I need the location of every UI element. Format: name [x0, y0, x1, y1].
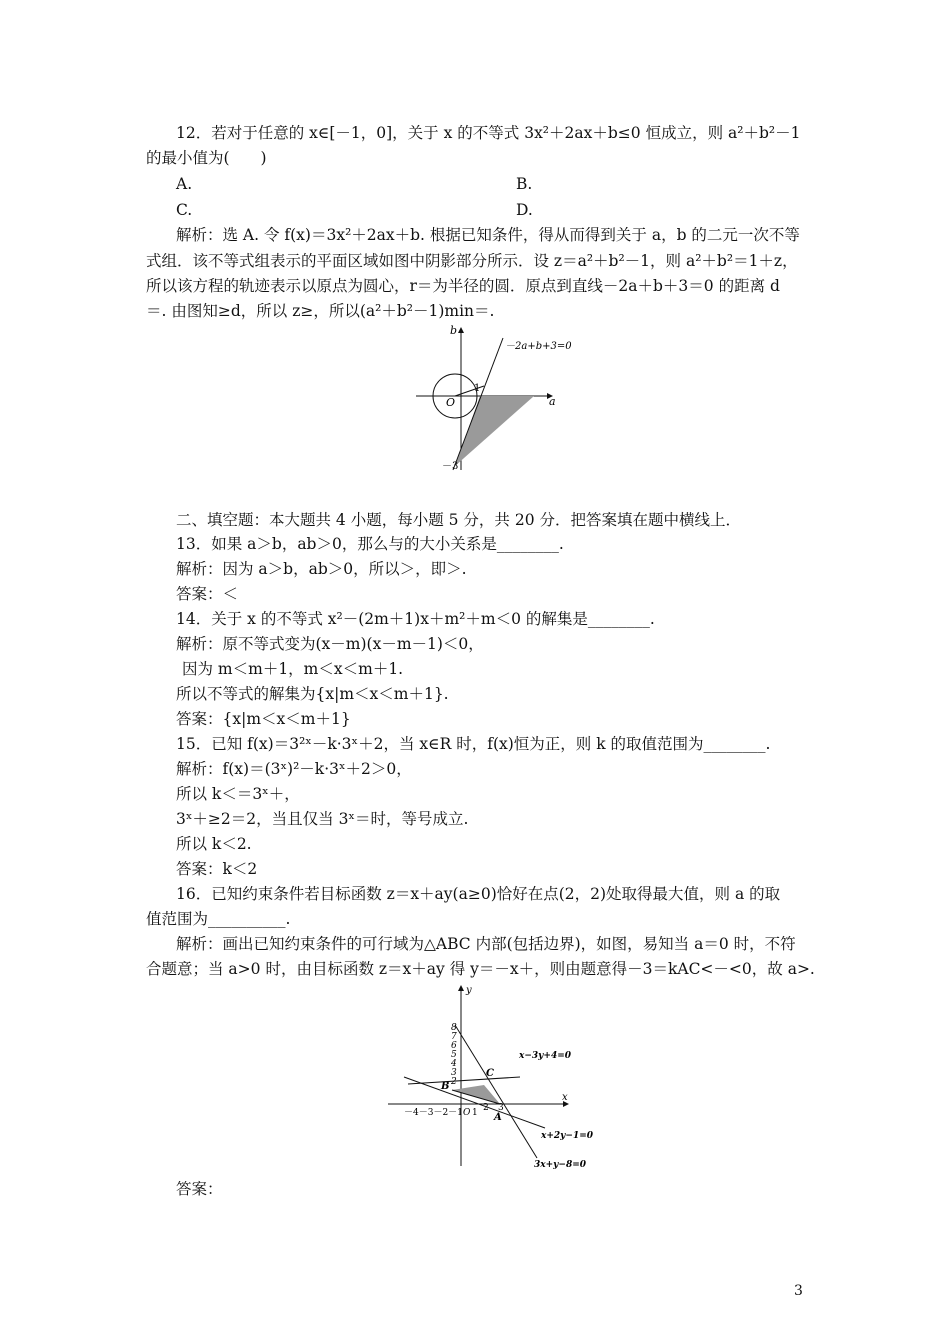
y-tick-3: 3: [451, 1068, 457, 1078]
y-tick-6: 6: [451, 1041, 457, 1051]
x-tick-1: 1: [472, 1108, 478, 1118]
q16-stem-line1: 16．已知约束条件若目标函数 z＝x＋ay(a≥0)恰好在点(2，2)处取得最大值，则 a 的取: [176, 885, 781, 903]
q12-figure: [410, 322, 580, 474]
q12-stem-line1: 12．若对于任意的 x∈[－1，0]，关于 x 的不等式 3x²＋2ax＋b≤0 恒成立，则 a²＋b²－1: [176, 124, 801, 142]
y-tick-labels: [450, 1023, 457, 1087]
a-axis-label: a: [549, 395, 556, 408]
line1-equation: x−3y+4=0: [519, 1051, 572, 1061]
q15-solution-line4: 所以 k＜2.: [176, 835, 252, 853]
x-tick-3: 3: [498, 1103, 504, 1113]
b-axis-label: b: [450, 324, 458, 337]
y-tick-7: 7: [451, 1032, 457, 1042]
point-c-label: C: [486, 1068, 494, 1079]
triangle-abc: [452, 1085, 500, 1104]
y-tick-8: 8: [451, 1023, 457, 1033]
q13-solution: 解析：因为 a＞b，ab＞0，所以＞，即＞.: [176, 560, 467, 578]
q12-solution-line2: 式组．该不等式组表示的平面区域如图中阴影部分所示．设 z＝a²＋b²－1，则 a²＋b²＝1＋z，: [146, 252, 798, 270]
q12-option-d: D.: [516, 201, 533, 219]
origin-label: O: [446, 396, 456, 409]
shaded-region: [455, 396, 534, 466]
line3-equation: 3x+y−8=0: [534, 1160, 587, 1170]
neg3-label: －3: [442, 461, 459, 472]
q15-stem: 15．已知 f(x)＝3²ˣ－k·3ˣ＋2，当 x∈R 时，f(x)恒为正，则 k 的取值范围为________.: [176, 735, 771, 753]
q15-solution-line2: 所以 k＜＝3ˣ＋，: [176, 785, 300, 803]
q16-solution-line1: 解析：画出已知约束条件的可行域为△ABC 内部(包括边界)，如图，易知当 a＝0 时，不符: [176, 935, 796, 953]
q12-stem-line2: 的最小值为( ): [146, 149, 267, 167]
line-x-3y-4: [408, 1077, 520, 1084]
q15-answer: 答案：k＜2: [176, 860, 258, 878]
q12-solution-line4: ＝. 由图知≥d，所以 z≥，所以(a²＋b²－1)min＝.: [146, 302, 495, 320]
q16-stem-line2: 值范围为__________.: [146, 910, 291, 928]
x-tick-2: 2: [483, 1103, 489, 1113]
one-label: 1: [474, 383, 481, 394]
y-tick-2: 2: [451, 1077, 457, 1087]
line-x-2y-1: [404, 1077, 545, 1128]
y-tick-5: 5: [451, 1050, 457, 1060]
section-2-heading: 二、填空题：本大题共 4 小题，每小题 5 分，共 20 分．把答案填在题中横线上．: [176, 511, 742, 529]
q14-solution-line2: 因为 m＜m＋1，m＜x＜m＋1.: [182, 660, 404, 678]
q14-answer: 答案：{x|m＜x＜m＋1}: [176, 710, 351, 728]
q14-solution-line3: 所以不等式的解集为{x|m＜x＜m＋1}.: [176, 685, 449, 703]
y-axis-label: y: [466, 985, 472, 996]
line-equation-label: －2a+b+3=0: [505, 341, 572, 352]
q12-option-b: B.: [516, 175, 533, 193]
point-b-label: B: [441, 1081, 450, 1092]
q16-solution-line2: 合题意；当 a>0 时，由目标函数 z＝x＋ay 得 y＝－x＋，则由题意得－3＝kAC<－<0，故 a>.: [146, 960, 815, 978]
x-axis-label: x: [562, 1092, 568, 1103]
y-tick-4: 4: [451, 1059, 457, 1069]
q13-stem: 13．如果 a＞b，ab＞0，那么与的大小关系是________.: [176, 535, 564, 553]
q12-option-c: C.: [176, 201, 193, 219]
q16-answer: 答案：: [176, 1180, 223, 1198]
q12-option-a: A.: [176, 175, 193, 193]
origin-label: O: [463, 1108, 471, 1118]
q14-solution-line1: 解析：原不等式变为(x－m)(x－m－1)＜0，: [176, 635, 484, 653]
point-a-label: A: [494, 1112, 502, 1123]
q15-solution-line3: 3ˣ＋≥2＝2，当且仅当 3ˣ＝时，等号成立.: [176, 810, 469, 828]
q16-figure: [384, 978, 604, 1172]
q13-answer: 答案：＜: [176, 585, 239, 603]
q14-stem: 14．关于 x 的不等式 x²－(2m＋1)x＋m²＋m＜0 的解集是________.: [176, 610, 655, 628]
q12-solution-line1: 解析：选 A. 令 f(x)＝3x²＋2ax＋b. 根据已知条件，得从而得到关于 a，b 的二元一次不等: [176, 226, 800, 244]
q15-solution-line1: 解析：f(x)＝(3ˣ)²－k·3ˣ＋2＞0，: [176, 760, 412, 778]
line2-equation: x+2y−1=0: [541, 1131, 594, 1141]
q12-solution-line3: 所以该方程的轨迹表示以原点为圆心，r＝为半径的圆．原点到直线－2a＋b＋3＝0 的距离 d: [146, 277, 780, 295]
x-neg-tick-labels: －4－3－2－1: [404, 1108, 463, 1118]
page-number: 3: [794, 1283, 803, 1299]
